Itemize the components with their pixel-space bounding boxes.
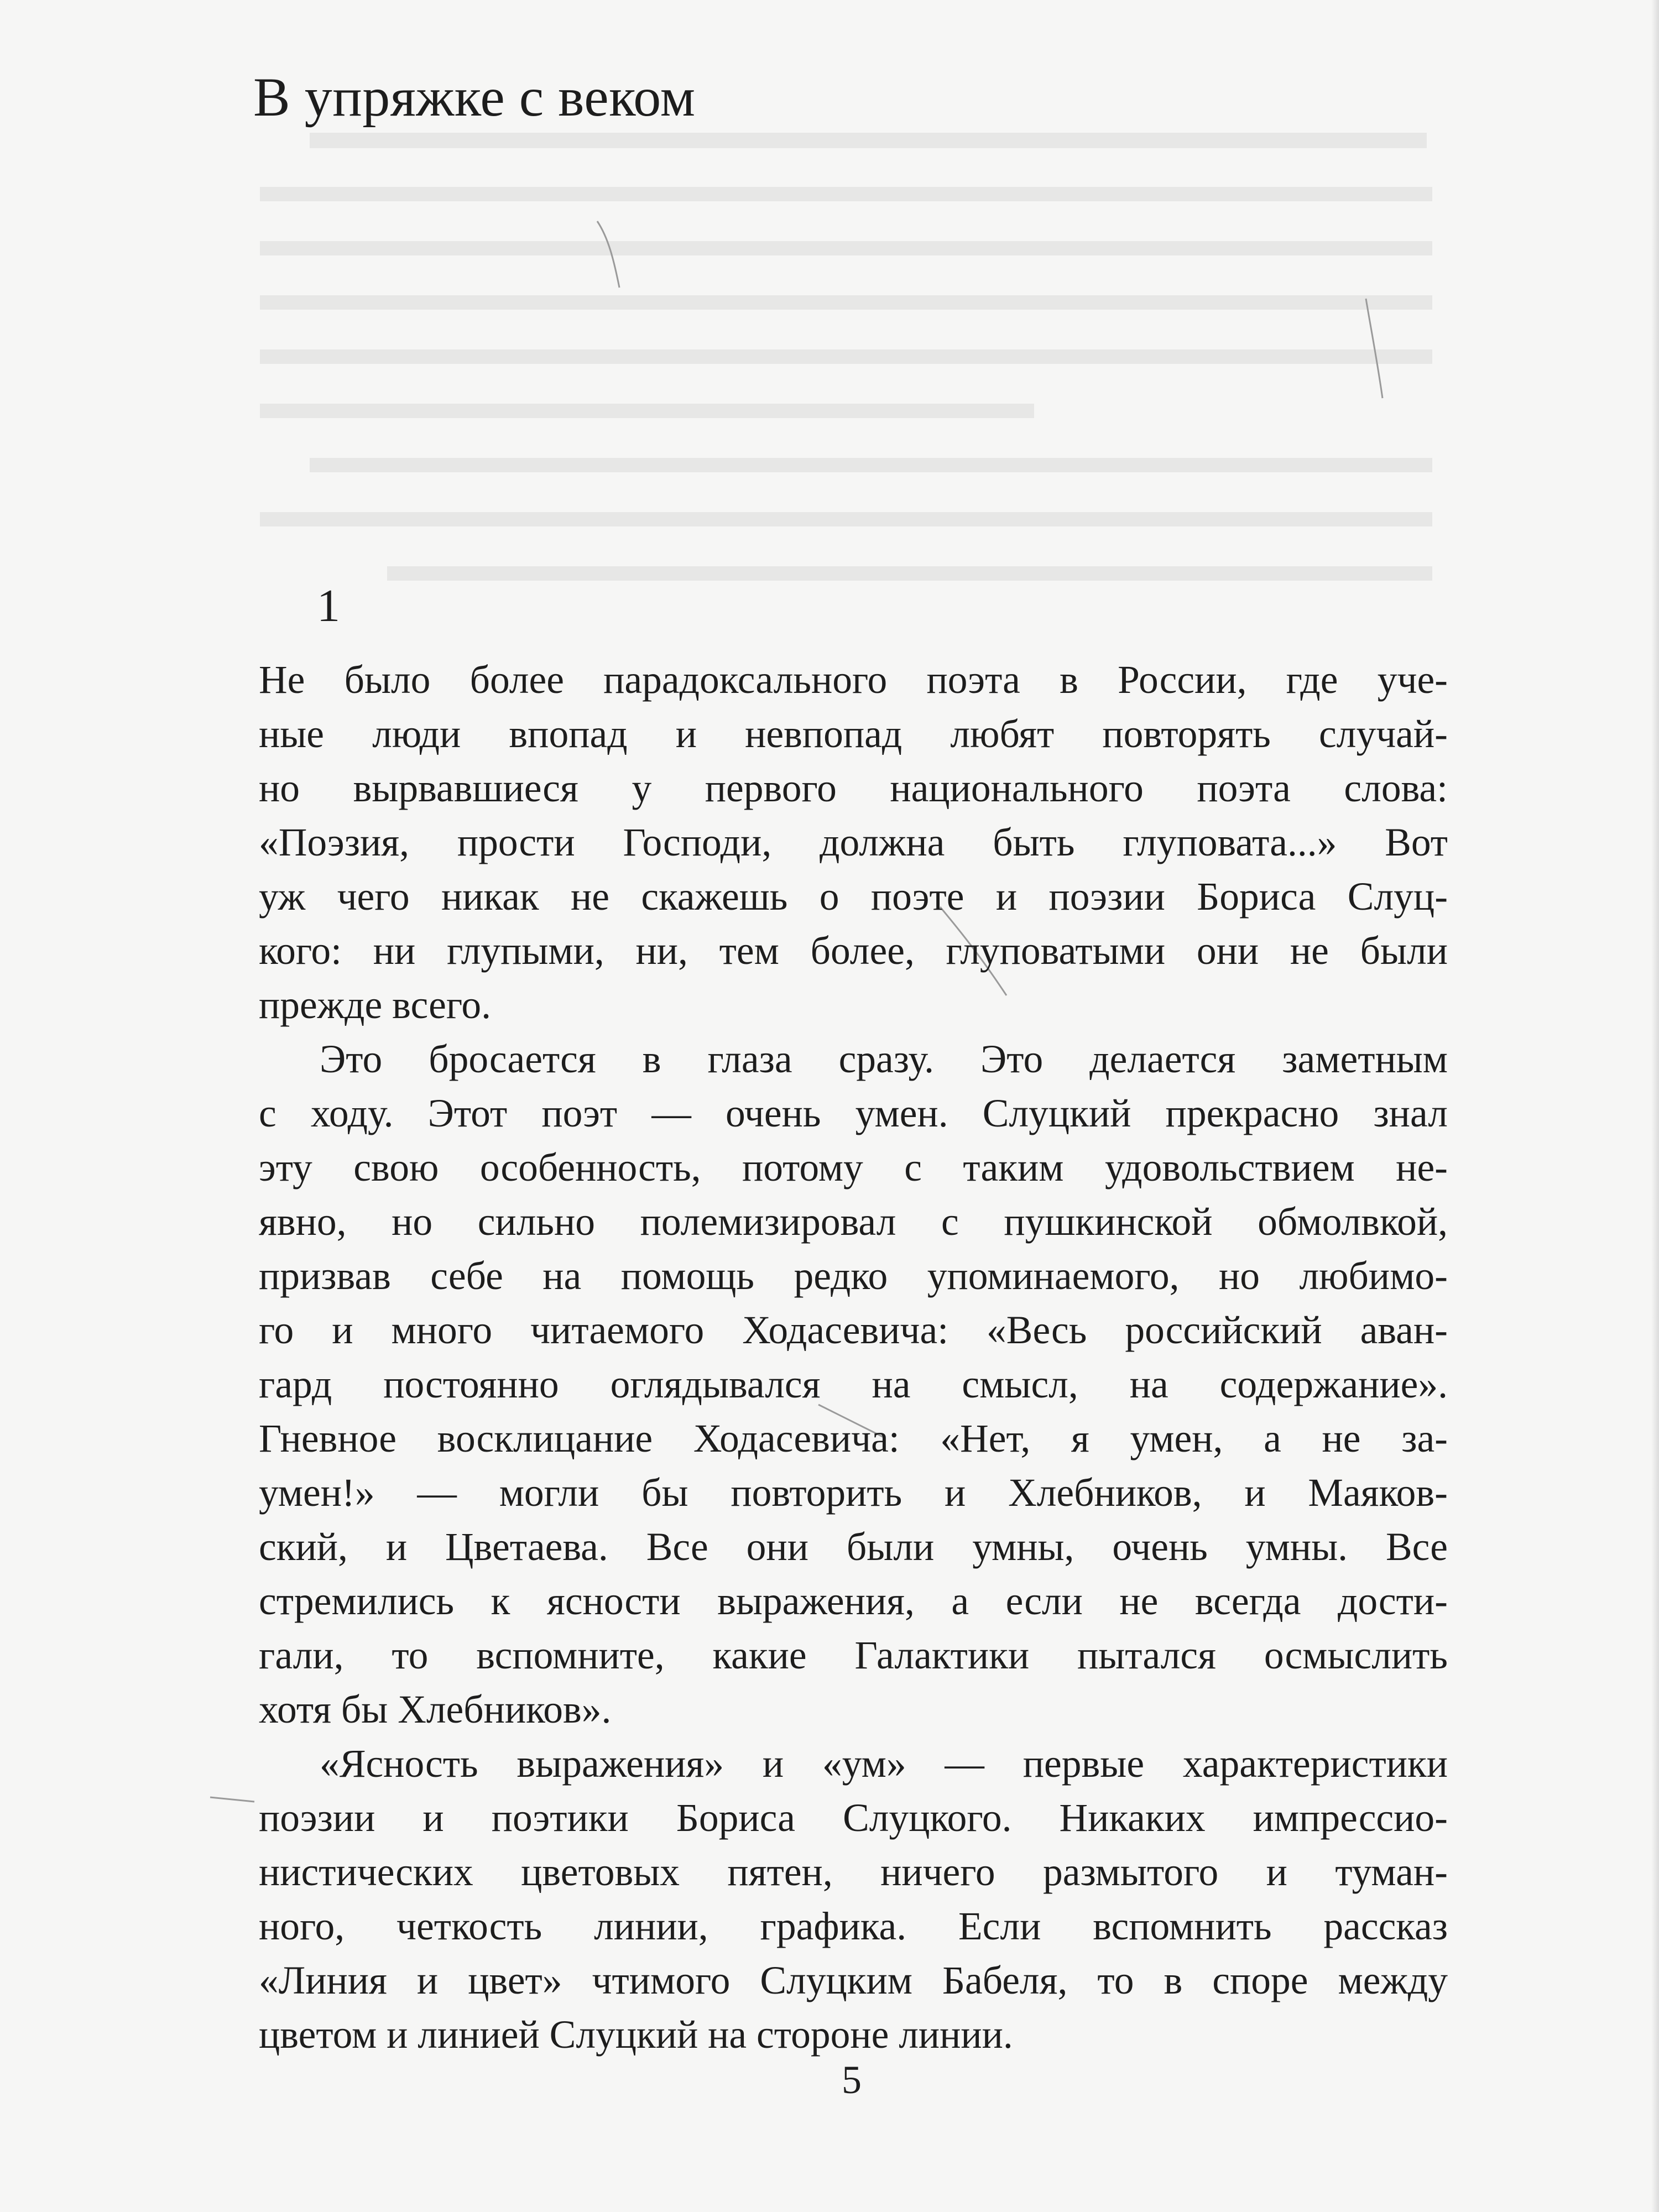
text-line: эту свою особенность, потому с таким удовольствием не- — [259, 1146, 1448, 1190]
text-line: умен!» — могли бы повторить и Хлебников, и Маяков- — [259, 1471, 1448, 1515]
paragraph — [259, 1737, 1448, 2062]
body-text — [259, 653, 1448, 2062]
bleed-line — [260, 241, 1432, 255]
text-line: гард постоянно оглядывался на смысл, на содержание». — [259, 1363, 1448, 1406]
text-line: нистических цветовых пятен, ничего размытого и туман- — [259, 1850, 1448, 1894]
chapter-title: В упряжке с веком — [253, 66, 696, 128]
paper-scratch — [210, 1797, 254, 1802]
paragraph — [259, 653, 1448, 1032]
bleed-line — [260, 404, 1034, 418]
bleed-line — [260, 187, 1432, 201]
text-line: го и много читаемого Ходасевича: «Весь российский аван- — [259, 1308, 1448, 1352]
bleed-line — [260, 349, 1432, 364]
text-line: кого: ни глупыми, ни, тем более, глуповатыми они не были — [259, 929, 1448, 973]
text-line: призвав себе на помощь редко упоминаемого, но любимо- — [259, 1254, 1448, 1298]
bleed-line — [310, 458, 1432, 472]
text-line: Не было более парадоксального поэта в России, где уче- — [259, 658, 1448, 702]
text-line: поэзии и поэтики Бориса Слуцкого. Никаких импрессио- — [259, 1796, 1448, 1840]
page-number: 5 — [842, 2058, 862, 2102]
text-line: хотя бы Хлебников». — [259, 1688, 612, 1731]
text-line: но вырвавшиеся у первого национального поэта слова: — [259, 766, 1448, 810]
text-line: гали, то вспомните, какие Галактики пытался осмыслить — [259, 1634, 1448, 1677]
text-line: прежде всего. — [259, 983, 491, 1027]
paper-scratch — [1366, 299, 1383, 398]
text-line: явно, но сильно полемизировал с пушкинской обмолвкой, — [259, 1200, 1448, 1244]
text-line: ский, и Цветаева. Все они были умны, очень умны. Все — [259, 1525, 1448, 1569]
bleed-line — [387, 566, 1432, 581]
bleed-line — [310, 133, 1427, 148]
section-number: 1 — [317, 580, 340, 632]
text-line: ного, четкость линии, графика. Если вспомнить рассказ — [259, 1905, 1448, 1948]
text-line: «Ясность выражения» и «ум» — первые характеристики — [320, 1742, 1448, 1786]
text-line: Гневное восклицание Ходасевича: «Нет, я умен, а не за- — [259, 1417, 1448, 1460]
text-line: «Линия и цвет» чтимого Слуцким Бабеля, то в споре между — [259, 1959, 1448, 2002]
text-line: цветом и линией Слуцкий на стороне линии. — [259, 2013, 1013, 2057]
text-line: стремились к ясности выражения, а если не всегда дости- — [259, 1579, 1448, 1623]
bleed-line — [260, 512, 1432, 526]
text-line: с ходу. Этот поэт — очень умен. Слуцкий прекрасно знал — [259, 1092, 1448, 1135]
text-line: «Поэзия, прости Господи, должна быть глуповата...» Вот — [259, 821, 1448, 864]
text-line: Это бросается в глаза сразу. Это делается заметным — [320, 1037, 1448, 1081]
paragraph — [259, 1032, 1448, 1737]
bleed-line — [260, 295, 1432, 310]
text-line: уж чего никак не скажешь о поэте и поэзии Бориса Слуц- — [259, 875, 1448, 919]
page-edge — [1651, 0, 1659, 2212]
paper-scratch — [597, 221, 619, 288]
text-line: ные люди впопад и невпопад любят повторять случай- — [259, 712, 1448, 756]
